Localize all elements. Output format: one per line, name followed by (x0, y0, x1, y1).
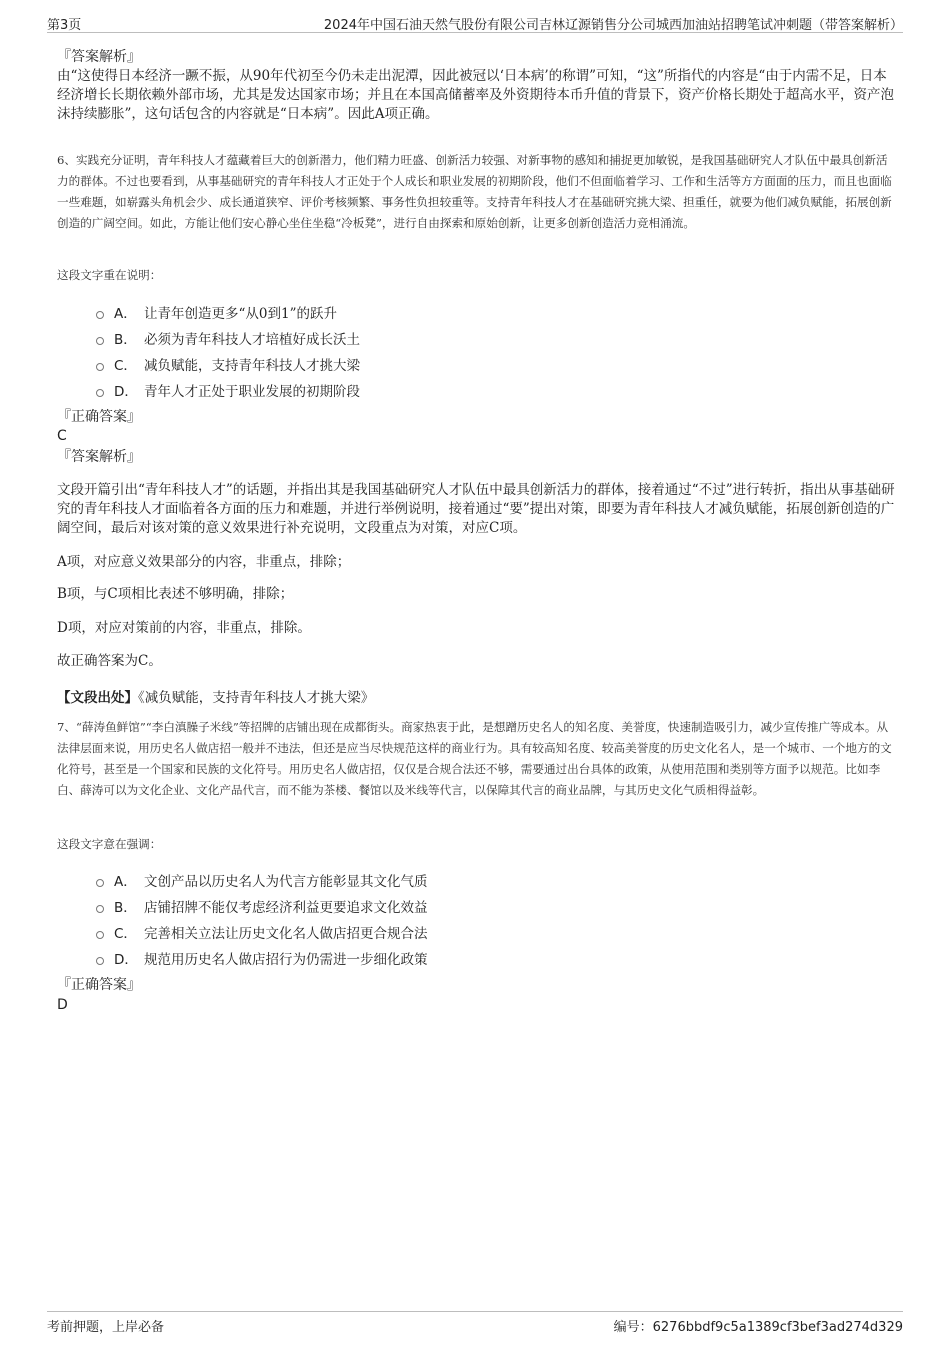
option-letter: B． (114, 332, 137, 348)
radio-icon[interactable] (96, 363, 104, 371)
option-letter: B． (114, 900, 137, 916)
q6-note-d: D项，对应对策前的内容，非重点，排除。 (57, 620, 311, 636)
option-letter: A． (114, 874, 137, 890)
page-number: 第3页 (47, 18, 82, 33)
q6-stem: 这段文字重在说明： (57, 268, 162, 282)
q7-option-d[interactable] (96, 947, 428, 969)
q5-analysis-label: 『答案解析』 (57, 49, 141, 65)
page-footer (47, 1311, 903, 1334)
option-text: 让青年创造更多“从0到1”的跃升 (144, 306, 337, 322)
q7-option-a[interactable] (96, 869, 428, 891)
q6-analysis-text: 文段开篇引出“青年科技人才”的话题，并指出其是我国基础研究人才队伍中最具创新活力的群体，接着通过“不过”进行转折，指出从事基础研究的青年科技人才面临着各方面的压力和难题，并进行举例说明，接着通过“要”提出对策，即要为青年科技人才减负赋能，拓展创新创造的广阔空间，最后对该对策的意义效果进行补充说明，文段重点为对策，对应C项。 (57, 482, 895, 536)
q6-note-a: A项，对应意义效果部分的内容，非重点，排除； (57, 554, 351, 570)
q6-passage: 6、实践充分证明，青年科技人才蕴藏着巨大的创新潜力，他们精力旺盛、创新活力较强、对新事物的感知和捕捉更加敏锐，是我国基础研究人才队伍中最具创新活力的群体。不过也要看到，从事基础研究的青年科技人才正处于个人成长和职业发展的初期阶段，他们不但面临着学习、工作和生活等方方面面的压力，而且也面临一些难题，如崭露头角机会少、成长通道狭窄、评价考核频繁、事务性负担较重等。支持青年科技人才在基础研究挑大梁、担重任，就要为他们减负赋能，拓展创新创造的广阔空间。如此，方能让他们安心静心坐住坐稳“冷板凳”，进行自由探索和原始创新，让更多创新创造活力竞相涌流。 (57, 153, 892, 230)
radio-icon[interactable] (96, 337, 104, 345)
option-text: 完善相关立法让历史文化名人做店招更合规合法 (144, 926, 428, 942)
source-title: 《减负赋能，支持青年科技人才挑大梁》 (138, 690, 375, 706)
q7-correct-answer: D (57, 997, 68, 1013)
q7-correct-label: 『正确答案』 (57, 977, 141, 993)
q6-conclusion: 故正确答案为C。 (57, 653, 162, 669)
footer-serial: 编号：6276bbdf9c5a1389cf3bef3ad274d329 (613, 1320, 903, 1335)
option-text: 减负赋能，支持青年科技人才挑大梁 (144, 358, 360, 374)
q5-analysis-text: 由“这使得日本经济一蹶不振，从90年代初至今仍未走出泥潭，因此被冠以‘日本病’的称谓”可知，“这”所指代的内容是“由于内需不足，日本经济增长长期依赖外部市场，尤其是发达国家市场；并且在本国高储蓄率及外资期待本币升值的背景下，资产价格长期处于超高水平，资产泡沫持续膨胀”，这句话包含的内容就是“日本病”。因此A项正确。 (57, 68, 894, 122)
q7-option-c[interactable] (96, 921, 428, 943)
option-text: 规范用历史名人做店招行为仍需进一步细化政策 (144, 952, 428, 968)
q7-passage: 7、“薛涛鱼鲜馆”“李白滇臊子米线”等招牌的店铺出现在成都街头。商家热衷于此，是想蹭历史名人的知名度、美誉度，快速制造吸引力，减少宣传推广等成本。从法律层面来说，用历史名人做店招一般并不违法，但还是应当尽快规范这样的商业行为。具有较高知名度、较高美誉度的历史文化名人，是一个城市、一个地方的文化符号，甚至是一个国家和民族的文化符号。用历史名人做店招，仅仅是合规合法还不够，需要通过出台具体的政策，从使用范围和类别等方面予以规范。比如李白、薛涛可以为文化企业、文化产品代言，而不能为茶楼、餐馆以及米线等代言，以保障其代言的商业品牌，与其历史文化气质相得益彰。 (57, 720, 892, 797)
q6-option-b[interactable] (96, 327, 360, 349)
q6-correct-answer: C (57, 428, 67, 444)
option-letter: D． (114, 384, 138, 400)
page-header (47, 12, 903, 33)
q6-option-d[interactable] (96, 379, 360, 401)
radio-icon[interactable] (96, 931, 104, 939)
q6-option-c[interactable] (96, 353, 360, 375)
q7-stem: 这段文字意在强调： (57, 837, 162, 851)
radio-icon[interactable] (96, 311, 104, 319)
radio-icon[interactable] (96, 957, 104, 965)
footer-slogan: 考前押题，上岸必备 (47, 1320, 165, 1335)
radio-icon[interactable] (96, 389, 104, 397)
q6-option-a[interactable] (96, 301, 337, 323)
radio-icon[interactable] (96, 879, 104, 887)
q6-source (57, 686, 897, 706)
option-text: 文创产品以历史名人为代言方能彰显其文化气质 (144, 874, 428, 890)
q6-note-b: B项，与C项相比表述不够明确，排除； (57, 586, 294, 602)
option-text: 必须为青年科技人才培植好成长沃土 (144, 332, 360, 348)
option-letter: D． (114, 952, 138, 968)
option-text: 青年人才正处于职业发展的初期阶段 (144, 384, 360, 400)
source-label: 【文段出处】 (57, 690, 138, 706)
option-letter: A． (114, 306, 137, 322)
option-text: 店铺招牌不能仅考虑经济利益更要追求文化效益 (144, 900, 428, 916)
option-letter: C． (114, 926, 137, 942)
document-title: 2024年中国石油天然气股份有限公司吉林辽源销售分公司城西加油站招聘笔试冲刺题（带答案解析） (323, 18, 903, 33)
option-letter: C． (114, 358, 137, 374)
q6-analysis-label: 『答案解析』 (57, 449, 141, 465)
q7-option-b[interactable] (96, 895, 428, 917)
radio-icon[interactable] (96, 905, 104, 913)
q6-correct-label: 『正确答案』 (57, 409, 141, 425)
